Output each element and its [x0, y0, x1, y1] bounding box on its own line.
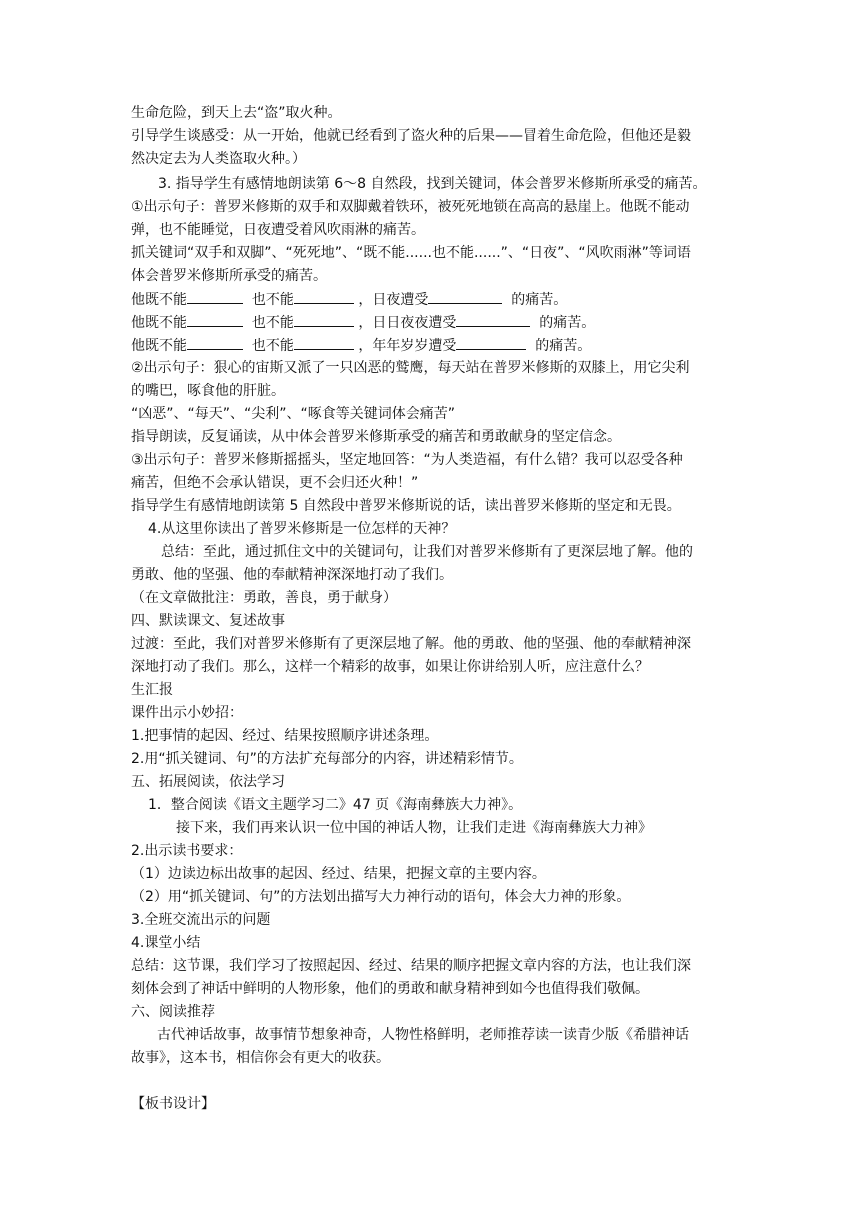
text-line: 抓关键词“双手和双脚”、“死死地”、“既不能......也不能......”、“日夜”、“风吹雨淋”等词语 — [131, 245, 691, 261]
section-heading: 六、阅读推荐 — [131, 1004, 215, 1020]
text-line: 接下来，我们再来认识一位中国的神话人物，让我们走进《海南彝族大力神》 — [176, 820, 652, 836]
text-line: ③出示句子：普罗米修斯摇摇头，坚定地回答：“为人类造福，有什么错？我可以忍受各种 — [131, 452, 683, 468]
fill-in-text: ，日夜遭受 — [358, 292, 429, 308]
fill-in-text: 也不能 — [251, 315, 294, 331]
text-line: 3.全班交流出示的问题 — [131, 912, 271, 928]
fill-in-text: 也不能 — [251, 338, 294, 354]
blank-1 — [187, 311, 243, 327]
text-line: （在文章做批注：勇敢，善良，勇于献身） — [131, 590, 397, 606]
text-line: 1．整合阅读《语文主题学习二》47 页《海南彝族大力神》。 — [148, 797, 523, 813]
blank-2 — [294, 288, 354, 304]
fill-in-line — [131, 311, 595, 333]
fill-in-line — [131, 334, 591, 356]
text-line: 课件出示小妙招： — [131, 705, 243, 721]
text-line: 痛苦，但绝不会承认错误，更不会归还火种！” — [131, 475, 419, 491]
text-line: 勇敢、他的坚强、他的奉献精神深深地打动了我们。 — [131, 567, 453, 583]
text-line: 生命危险，到天上去“盗”取火种。 — [131, 105, 342, 121]
text-line: 4.课堂小结 — [131, 935, 201, 951]
fill-in-text: ，年年岁岁遭受 — [358, 338, 457, 354]
text-line: 深地打动了我们。那么，这样一个精彩的故事，如果让你讲给别人听，应注意什么？ — [131, 659, 649, 675]
blank-3 — [428, 288, 502, 304]
fill-in-text: 的痛苦。 — [539, 315, 596, 331]
text-line: 的嘴巴，啄食他的肝脏。 — [131, 383, 285, 399]
text-line: 3. 指导学生有感情地朗读第 6～8 自然段，找到关键词，体会普罗米修斯所承受的痛苦。 — [158, 176, 707, 192]
text-line: 总结：这节课，我们学习了按照起因、经过、结果的顺序把握文章内容的方法，也让我们深 — [131, 958, 691, 974]
text-line: 4.从这里你读出了普罗米修斯是一位怎样的天神？ — [148, 521, 456, 537]
text-line: 弹，也不能睡觉，日夜遭受着风吹雨淋的痛苦。 — [131, 222, 425, 238]
text-line: 过渡：至此，我们对普罗米修斯有了更深层地了解。他的勇敢、他的坚强、他的奉献精神深 — [131, 636, 691, 652]
fill-in-line — [131, 288, 567, 310]
text-line: 然决定去为人类盗取火种。） — [131, 151, 306, 167]
blank-3 — [456, 334, 526, 350]
text-line: “凶恶”、“每天”、“尖利”、“啄食等关键词体会痛苦” — [131, 406, 456, 422]
blank-1 — [187, 334, 243, 350]
text-line: 指导学生有感情地朗读第 5 自然段中普罗米修斯说的话，读出普罗米修斯的坚定和无畏。 — [131, 498, 681, 514]
text-line: 引导学生谈感受：从一开始，他就已经看到了盗火种的后果——冒着生命危险，但他还是毅 — [131, 128, 691, 144]
fill-in-text: 也不能 — [251, 292, 294, 308]
fill-in-text: 他既不能 — [131, 315, 187, 331]
text-line: 总结：至此，通过抓住文中的关键词句，让我们对普罗米修斯有了更深层地了解。他的 — [161, 544, 693, 560]
text-line: 指导朗读，反复诵读，从中体会普罗米修斯承受的痛苦和勇敢献身的坚定信念。 — [131, 429, 621, 445]
text-line: 体会普罗米修斯所承受的痛苦。 — [131, 268, 327, 284]
blank-2 — [294, 334, 354, 350]
blank-1 — [187, 288, 243, 304]
section-heading: 四、默读课文、复述故事 — [131, 613, 285, 629]
text-line: （2）用“抓关键词、句”的方法划出描写大力神行动的语句，体会大力神的形象。 — [131, 889, 631, 905]
section-heading: 五、拓展阅读，依法学习 — [131, 774, 285, 790]
text-line: 故事》，这本书，相信你会有更大的收获。 — [131, 1050, 390, 1066]
fill-in-text: 的痛苦。 — [511, 292, 568, 308]
text-line: ②出示句子：狠心的宙斯又派了一只凶恶的鹫鹰，每天站在普罗米修斯的双膝上，用它尖利 — [131, 360, 690, 376]
fill-in-text: ，日日夜夜遭受 — [358, 315, 457, 331]
text-line: 生汇报 — [131, 682, 173, 698]
fill-in-text: 他既不能 — [131, 338, 187, 354]
blank-2 — [294, 311, 354, 327]
text-line: 2.出示读书要求： — [131, 843, 243, 859]
text-line: 刻体会到了神话中鲜明的人物形象，他们的勇敢和献身精神到如今也值得我们敬佩。 — [131, 981, 649, 997]
text-line: 2.用“抓关键词、句”的方法扩充每部分的内容，讲述精彩情节。 — [131, 751, 523, 767]
fill-in-text: 的痛苦。 — [535, 338, 592, 354]
text-line: （1）边读边标出故事的起因、经过、结果，把握文章的主要内容。 — [131, 866, 546, 882]
fill-in-text: 他既不能 — [131, 292, 187, 308]
text-line: ①出示句子：普罗米修斯的双手和双脚戴着铁环，被死死地锁在高高的悬崖上。他既不能动 — [131, 199, 690, 215]
text-line: 1.把事情的起因、经过、结果按照顺序讲述条理。 — [131, 728, 439, 744]
text-line: 古代神话故事，故事情节想象神奇，人物性格鲜明，老师推荐读一读青少版《希腊神话 — [157, 1027, 689, 1043]
blank-3 — [456, 311, 530, 327]
section-heading: 【板书设计】 — [131, 1096, 215, 1112]
